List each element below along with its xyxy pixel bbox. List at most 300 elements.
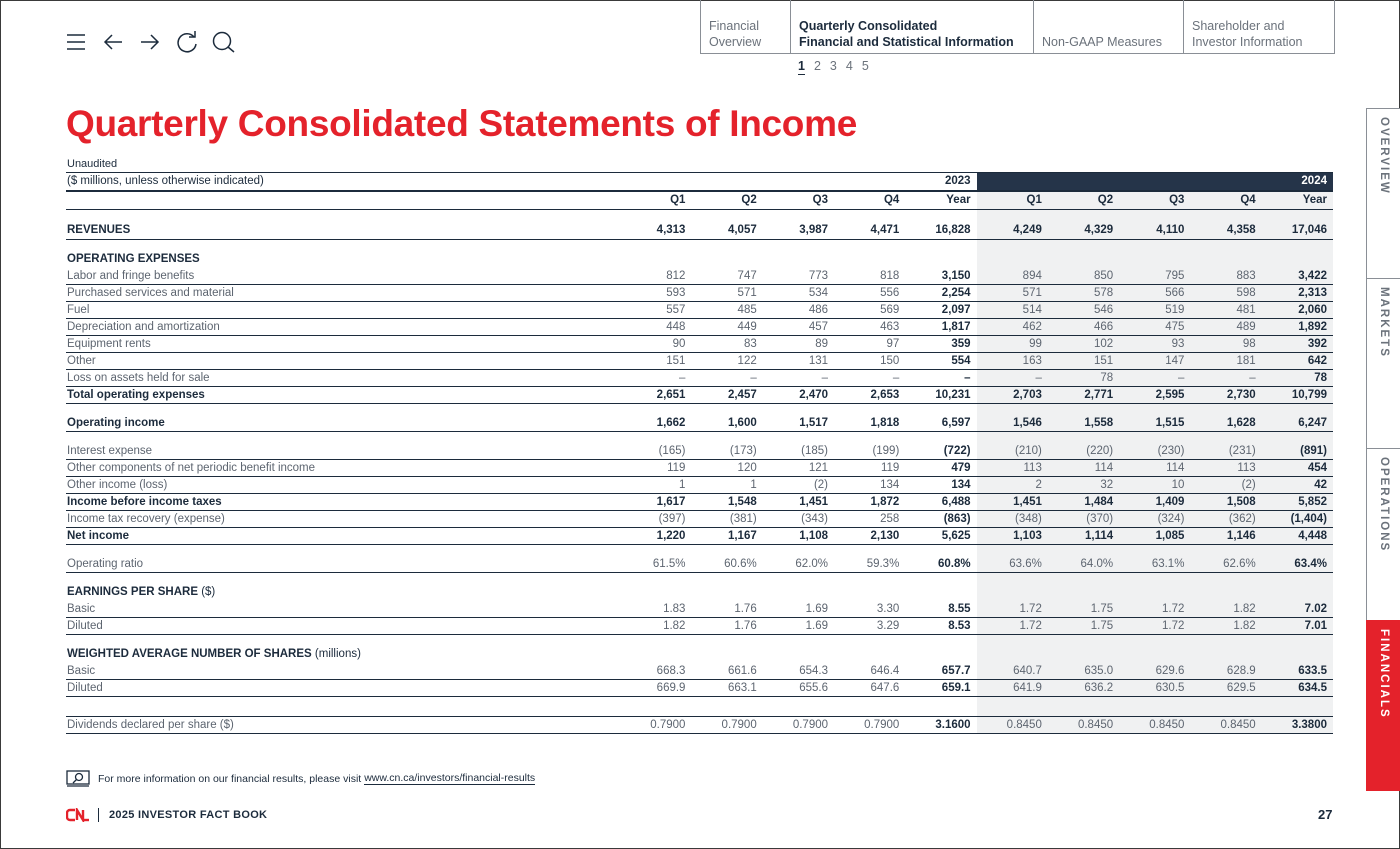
table-cell: (324) bbox=[1119, 511, 1190, 528]
table-cell: 546 bbox=[1048, 302, 1119, 319]
row-label bbox=[66, 251, 620, 268]
table-cell: 850 bbox=[1048, 268, 1119, 285]
table-cell: 150 bbox=[834, 353, 905, 370]
side-tab-markets[interactable] bbox=[1366, 278, 1400, 448]
search-document-icon bbox=[66, 770, 90, 787]
page-link-2[interactable]: 2 bbox=[813, 59, 821, 73]
refresh-button[interactable] bbox=[175, 30, 199, 54]
row-label-text: Income before income taxes bbox=[67, 496, 222, 508]
table-cell: 17,046 bbox=[1262, 221, 1333, 240]
table-cell: 4,329 bbox=[1048, 221, 1119, 240]
tab-non-gaap-measures[interactable] bbox=[1034, 0, 1184, 53]
table-cell: 78 bbox=[1262, 370, 1333, 387]
table-cell: 163 bbox=[977, 353, 1048, 370]
table-cell: 642 bbox=[1262, 353, 1333, 370]
table-cell: (165) bbox=[620, 443, 691, 460]
table-spacer bbox=[66, 240, 1333, 251]
table-cell: 3,422 bbox=[1262, 268, 1333, 285]
table-cell bbox=[977, 584, 1048, 601]
row-label-text: Fuel bbox=[67, 304, 90, 316]
table-cell: 773 bbox=[763, 268, 834, 285]
table-spacer bbox=[66, 545, 1333, 556]
table-cell: 32 bbox=[1048, 477, 1119, 494]
back-button[interactable] bbox=[101, 30, 125, 54]
side-tab-label: FINANCIALS bbox=[1378, 629, 1390, 719]
table-row bbox=[66, 415, 1333, 432]
table-cell: (863) bbox=[905, 511, 976, 528]
table-cell: 1.72 bbox=[1119, 601, 1190, 618]
table-spacer bbox=[66, 432, 1333, 443]
table-cell: 647.6 bbox=[834, 680, 905, 697]
table-cell: (173) bbox=[691, 443, 762, 460]
table-cell: 113 bbox=[977, 460, 1048, 477]
table-cell: 1.76 bbox=[691, 601, 762, 618]
table-cell: 99 bbox=[977, 336, 1048, 353]
tab-label-line: Quarterly Consolidated bbox=[799, 19, 938, 33]
table-cell: 598 bbox=[1190, 285, 1261, 302]
table-cell: (220) bbox=[1048, 443, 1119, 460]
table-cell: 463 bbox=[834, 319, 905, 336]
table-cell bbox=[905, 251, 976, 268]
row-label bbox=[66, 336, 620, 353]
page-title: Quarterly Consolidated Statements of Income bbox=[66, 103, 857, 144]
table-cell: 3,150 bbox=[905, 268, 976, 285]
row-label-text: Operating ratio bbox=[67, 557, 144, 570]
table-cell: 2,130 bbox=[834, 528, 905, 545]
table-year-header bbox=[66, 173, 1333, 191]
forward-arrow-icon bbox=[140, 33, 160, 51]
table-cell: 64.0% bbox=[1048, 556, 1119, 573]
table-cell: 1.72 bbox=[977, 618, 1048, 635]
table-cell: 534 bbox=[763, 285, 834, 302]
table-cell: 566 bbox=[1119, 285, 1190, 302]
year-2024-label: 2024 bbox=[1262, 173, 1333, 191]
table-cell: 795 bbox=[1119, 268, 1190, 285]
table-cell: 449 bbox=[691, 319, 762, 336]
table-cell: 119 bbox=[620, 460, 691, 477]
side-tab-label: OVERVIEW bbox=[1378, 117, 1390, 195]
table-cell: 4,358 bbox=[1190, 221, 1261, 240]
table-cell: 0.7900 bbox=[763, 717, 834, 734]
table-cell: 102 bbox=[1048, 336, 1119, 353]
table-cell bbox=[1190, 584, 1261, 601]
table-spacer bbox=[66, 573, 1333, 584]
year-2023-label: 2023 bbox=[905, 173, 976, 191]
table-cell: 16,828 bbox=[905, 221, 976, 240]
table-cell: (722) bbox=[905, 443, 976, 460]
table-cell: 630.5 bbox=[1119, 680, 1190, 697]
row-label-text: OPERATING EXPENSES bbox=[67, 253, 200, 265]
table-cell: 1.69 bbox=[763, 618, 834, 635]
table-cell: (2) bbox=[1190, 477, 1261, 494]
table-cell: 578 bbox=[1048, 285, 1119, 302]
table-cell: 661.6 bbox=[691, 663, 762, 680]
table-cell: 3.30 bbox=[834, 601, 905, 618]
table-cell: 2,254 bbox=[905, 285, 976, 302]
table-cell: 60.8% bbox=[905, 556, 976, 573]
table-cell: 0.8450 bbox=[1119, 717, 1190, 734]
table-section-header bbox=[66, 646, 1333, 663]
table-cell: 4,057 bbox=[691, 221, 762, 240]
row-label bbox=[66, 285, 620, 302]
row-label bbox=[66, 584, 620, 601]
column-header: Q4 bbox=[1190, 191, 1261, 210]
row-label bbox=[66, 680, 620, 697]
table-cell: 120 bbox=[691, 460, 762, 477]
table-cell: – bbox=[763, 370, 834, 387]
row-label bbox=[66, 302, 620, 319]
table-cell: 663.1 bbox=[691, 680, 762, 697]
table-cell: 4,110 bbox=[1119, 221, 1190, 240]
table-cell: 98 bbox=[1190, 336, 1261, 353]
more-info-text: For more information on our financial results, please visit bbox=[98, 772, 362, 785]
side-tab-label: MARKETS bbox=[1378, 287, 1390, 358]
table-cell: 2,097 bbox=[905, 302, 976, 319]
table-cell: 1,451 bbox=[763, 494, 834, 511]
page-link-5[interactable]: 5 bbox=[861, 59, 869, 73]
section-tabs bbox=[700, 0, 1335, 54]
table-cell: 62.0% bbox=[763, 556, 834, 573]
table-cell: 147 bbox=[1119, 353, 1190, 370]
table-cell: 646.4 bbox=[834, 663, 905, 680]
table-cell: 392 bbox=[1262, 336, 1333, 353]
row-label bbox=[66, 618, 620, 635]
table-cell: 4,313 bbox=[620, 221, 691, 240]
table-cell: 2,060 bbox=[1262, 302, 1333, 319]
table-cell bbox=[905, 584, 976, 601]
row-label-text: EARNINGS PER SHARE bbox=[67, 586, 198, 598]
table-cell: 83 bbox=[691, 336, 762, 353]
table-cell: (362) bbox=[1190, 511, 1261, 528]
table-cell bbox=[1262, 251, 1333, 268]
table-cell: 481 bbox=[1190, 302, 1261, 319]
table-cell: 485 bbox=[691, 302, 762, 319]
table-cell: 0.8450 bbox=[1048, 717, 1119, 734]
table-cell: 633.5 bbox=[1262, 663, 1333, 680]
row-label bbox=[66, 646, 620, 663]
table-cell: 258 bbox=[834, 511, 905, 528]
table-spacer bbox=[66, 708, 1333, 717]
row-label bbox=[66, 528, 620, 545]
table-cell: 1.75 bbox=[1048, 601, 1119, 618]
row-label bbox=[66, 353, 620, 370]
table-cell bbox=[1048, 646, 1119, 663]
table-cell: 1,558 bbox=[1048, 415, 1119, 432]
table-row bbox=[66, 336, 1333, 353]
table-row bbox=[66, 370, 1333, 387]
side-tab-label: OPERATIONS bbox=[1378, 457, 1390, 553]
table-cell: 1,662 bbox=[620, 415, 691, 432]
table-row bbox=[66, 528, 1333, 545]
column-header: Q4 bbox=[834, 191, 905, 210]
cn-logo bbox=[66, 808, 90, 822]
column-header: Q3 bbox=[763, 191, 834, 210]
row-label bbox=[66, 443, 620, 460]
table-cell: 2,457 bbox=[691, 387, 762, 404]
table-row bbox=[66, 511, 1333, 528]
table-cell: 641.9 bbox=[977, 680, 1048, 697]
table-section-header bbox=[66, 584, 1333, 601]
row-label bbox=[66, 460, 620, 477]
table-row bbox=[66, 221, 1333, 240]
row-label-unit: ($) bbox=[198, 586, 216, 598]
table-cell: 62.6% bbox=[1190, 556, 1261, 573]
table-cell: 3.1600 bbox=[905, 717, 976, 734]
table-cell: (199) bbox=[834, 443, 905, 460]
table-cell: 89 bbox=[763, 336, 834, 353]
table-cell: 3.29 bbox=[834, 618, 905, 635]
row-label-text: Basic bbox=[67, 664, 96, 677]
tab-label-line: Non-GAAP Measures bbox=[1042, 35, 1162, 49]
table-cell bbox=[763, 646, 834, 663]
tab-quarterly-consolidated[interactable] bbox=[791, 0, 1034, 53]
table-row bbox=[66, 268, 1333, 285]
table-row bbox=[66, 387, 1333, 404]
table-cell: 3.3800 bbox=[1262, 717, 1333, 734]
forward-button[interactable] bbox=[138, 30, 162, 54]
table-section-header bbox=[66, 251, 1333, 268]
table-cell bbox=[691, 646, 762, 663]
column-header: Q1 bbox=[977, 191, 1048, 210]
table-cell: 554 bbox=[905, 353, 976, 370]
table-cell: 121 bbox=[763, 460, 834, 477]
table-cell: 519 bbox=[1119, 302, 1190, 319]
table-cell: 90 bbox=[620, 336, 691, 353]
menu-button[interactable] bbox=[64, 30, 88, 54]
table-cell: 114 bbox=[1048, 460, 1119, 477]
side-tab-operations[interactable] bbox=[1366, 448, 1400, 620]
table-cell: 8.55 bbox=[905, 601, 976, 618]
table-cell: 131 bbox=[763, 353, 834, 370]
row-label-text: Total operating expenses bbox=[67, 389, 205, 401]
table-cell: 2,653 bbox=[834, 387, 905, 404]
row-label-text: Other bbox=[67, 355, 96, 367]
column-header: Year bbox=[1262, 191, 1333, 210]
row-label bbox=[66, 387, 620, 404]
table-cell: 1,103 bbox=[977, 528, 1048, 545]
table-row bbox=[66, 717, 1333, 734]
income-statement-table bbox=[66, 172, 1333, 734]
table-cell: 1,548 bbox=[691, 494, 762, 511]
table-cell: 1,517 bbox=[763, 415, 834, 432]
table-cell: 1.82 bbox=[620, 618, 691, 635]
table-cell bbox=[1119, 646, 1190, 663]
table-cell: (370) bbox=[1048, 511, 1119, 528]
table-cell: 669.9 bbox=[620, 680, 691, 697]
table-cell: 1,818 bbox=[834, 415, 905, 432]
page-link-3[interactable]: 3 bbox=[829, 59, 837, 73]
row-label-text: Net income bbox=[67, 530, 129, 542]
table-cell: 151 bbox=[1048, 353, 1119, 370]
table-spacer bbox=[66, 210, 1333, 221]
table-cell: 1.82 bbox=[1190, 618, 1261, 635]
table-cell: 1,508 bbox=[1190, 494, 1261, 511]
column-header: Q2 bbox=[1048, 191, 1119, 210]
table-cell: (2) bbox=[763, 477, 834, 494]
table-cell bbox=[620, 646, 691, 663]
table-cell bbox=[620, 584, 691, 601]
column-header: Year bbox=[905, 191, 976, 210]
table-cell: 1,600 bbox=[691, 415, 762, 432]
search-button[interactable] bbox=[212, 30, 236, 54]
financial-results-link[interactable]: www.cn.ca/investors/financial-results bbox=[364, 772, 536, 784]
table-row bbox=[66, 302, 1333, 319]
table-cell: 151 bbox=[620, 353, 691, 370]
table-cell: 479 bbox=[905, 460, 976, 477]
row-label bbox=[66, 511, 620, 528]
row-label-text: Depreciation and amortization bbox=[67, 321, 220, 333]
row-label-text: Income tax recovery (expense) bbox=[67, 513, 225, 525]
table-cell: (348) bbox=[977, 511, 1048, 528]
table-cell: 6,247 bbox=[1262, 415, 1333, 432]
table-cell: (397) bbox=[620, 511, 691, 528]
row-label-text: Dividends declared per share ($) bbox=[67, 719, 234, 731]
search-icon bbox=[212, 31, 236, 53]
table-cell: 628.9 bbox=[1190, 663, 1261, 680]
tab-label-line: Financial bbox=[709, 19, 760, 33]
table-cell bbox=[763, 251, 834, 268]
table-cell: 5,625 bbox=[905, 528, 976, 545]
table-cell: 1.82 bbox=[1190, 601, 1261, 618]
table-cell: 134 bbox=[905, 477, 976, 494]
table-cell: 0.7900 bbox=[834, 717, 905, 734]
row-label-text: Loss on assets held for sale bbox=[67, 372, 210, 384]
table-cell: – bbox=[977, 370, 1048, 387]
table-cell: 1,484 bbox=[1048, 494, 1119, 511]
table-row bbox=[66, 319, 1333, 336]
footer-book-title: 2025 INVESTOR FACT BOOK bbox=[109, 809, 268, 821]
table-cell: 514 bbox=[977, 302, 1048, 319]
table-cell: 359 bbox=[905, 336, 976, 353]
table-cell: 63.1% bbox=[1119, 556, 1190, 573]
table-cell bbox=[1262, 646, 1333, 663]
row-label bbox=[66, 494, 620, 511]
table-cell bbox=[691, 251, 762, 268]
table-cell: 475 bbox=[1119, 319, 1190, 336]
row-label-text: Basic bbox=[67, 602, 96, 615]
table-cell: 629.5 bbox=[1190, 680, 1261, 697]
table-cell: 134 bbox=[834, 477, 905, 494]
table-cell: 0.7900 bbox=[620, 717, 691, 734]
tab-label-line: Investor Information bbox=[1192, 35, 1303, 49]
table-cell: 1.75 bbox=[1048, 618, 1119, 635]
row-label bbox=[66, 268, 620, 285]
table-row bbox=[66, 618, 1333, 635]
table-cell bbox=[620, 251, 691, 268]
side-tab-financials[interactable] bbox=[1366, 620, 1400, 791]
table-cell: 462 bbox=[977, 319, 1048, 336]
table-cell: – bbox=[905, 370, 976, 387]
table-cell: (210) bbox=[977, 443, 1048, 460]
table-row bbox=[66, 494, 1333, 511]
page-link-1[interactable]: 1 bbox=[798, 59, 805, 73]
tab-label-line: Overview bbox=[709, 35, 762, 49]
table-cell: 894 bbox=[977, 268, 1048, 285]
table-cell: 1.76 bbox=[691, 618, 762, 635]
table-cell: 557 bbox=[620, 302, 691, 319]
table-cell: 6,597 bbox=[905, 415, 976, 432]
table-cell: 63.4% bbox=[1262, 556, 1333, 573]
row-label-text: WEIGHTED AVERAGE NUMBER OF SHARES bbox=[67, 648, 312, 660]
page-number: 27 bbox=[1318, 807, 1333, 822]
table-cell bbox=[1048, 584, 1119, 601]
footer bbox=[66, 808, 267, 822]
table-cell: 571 bbox=[977, 285, 1048, 302]
table-row bbox=[66, 601, 1333, 618]
page-pager bbox=[798, 59, 869, 75]
table-cell bbox=[691, 584, 762, 601]
table-cell: 78 bbox=[1048, 370, 1119, 387]
row-label bbox=[66, 477, 620, 494]
footer-separator bbox=[98, 808, 99, 822]
table-cell: 1,617 bbox=[620, 494, 691, 511]
table-cell: 1,872 bbox=[834, 494, 905, 511]
table-cell: (343) bbox=[763, 511, 834, 528]
table-cell: 1.72 bbox=[1119, 618, 1190, 635]
table-row bbox=[66, 477, 1333, 494]
table-cell: 640.7 bbox=[977, 663, 1048, 680]
row-label bbox=[66, 370, 620, 387]
table-cell: 635.0 bbox=[1048, 663, 1119, 680]
table-cell: (185) bbox=[763, 443, 834, 460]
table-cell: 0.8450 bbox=[1190, 717, 1261, 734]
row-label bbox=[66, 556, 620, 573]
table-spacer bbox=[66, 697, 1333, 708]
table-cell: 883 bbox=[1190, 268, 1261, 285]
table-cell bbox=[1119, 584, 1190, 601]
table-cell: 114 bbox=[1119, 460, 1190, 477]
table-cell: 2,595 bbox=[1119, 387, 1190, 404]
side-tab-overview[interactable] bbox=[1366, 108, 1400, 278]
tab-shareholder-info[interactable] bbox=[1184, 0, 1334, 53]
table-cell: 812 bbox=[620, 268, 691, 285]
row-label-unit: (millions) bbox=[311, 648, 361, 660]
table-row bbox=[66, 285, 1333, 302]
table-cell: 8.53 bbox=[905, 618, 976, 635]
table-cell: 2,771 bbox=[1048, 387, 1119, 404]
table-cell: (230) bbox=[1119, 443, 1190, 460]
table-cell bbox=[1262, 584, 1333, 601]
table-cell: 1,146 bbox=[1190, 528, 1261, 545]
table-cell: 1.69 bbox=[763, 601, 834, 618]
menu-icon bbox=[66, 33, 86, 51]
row-label-text: Interest expense bbox=[67, 444, 153, 457]
table-cell: 1.83 bbox=[620, 601, 691, 618]
table-cell: 10,799 bbox=[1262, 387, 1333, 404]
table-cell: 1,108 bbox=[763, 528, 834, 545]
table-cell: 2,703 bbox=[977, 387, 1048, 404]
table-row bbox=[66, 460, 1333, 477]
table-spacer bbox=[66, 635, 1333, 646]
table-cell: 1 bbox=[620, 477, 691, 494]
tab-financial-overview[interactable] bbox=[701, 0, 791, 53]
table-cell: 1.72 bbox=[977, 601, 1048, 618]
page-link-4[interactable]: 4 bbox=[845, 59, 853, 73]
table-cell: – bbox=[834, 370, 905, 387]
back-arrow-icon bbox=[103, 33, 123, 51]
table-cell: 0.7900 bbox=[691, 717, 762, 734]
row-label bbox=[66, 601, 620, 618]
table-cell: 1,892 bbox=[1262, 319, 1333, 336]
table-cell: – bbox=[691, 370, 762, 387]
row-label-text: Other components of net periodic benefit income bbox=[67, 462, 316, 474]
table-cell: – bbox=[1190, 370, 1261, 387]
table-cell: 747 bbox=[691, 268, 762, 285]
row-label-text: Diluted bbox=[67, 620, 103, 632]
table-cell: (1,404) bbox=[1262, 511, 1333, 528]
table-cell bbox=[1190, 646, 1261, 663]
table-cell: 3,987 bbox=[763, 221, 834, 240]
